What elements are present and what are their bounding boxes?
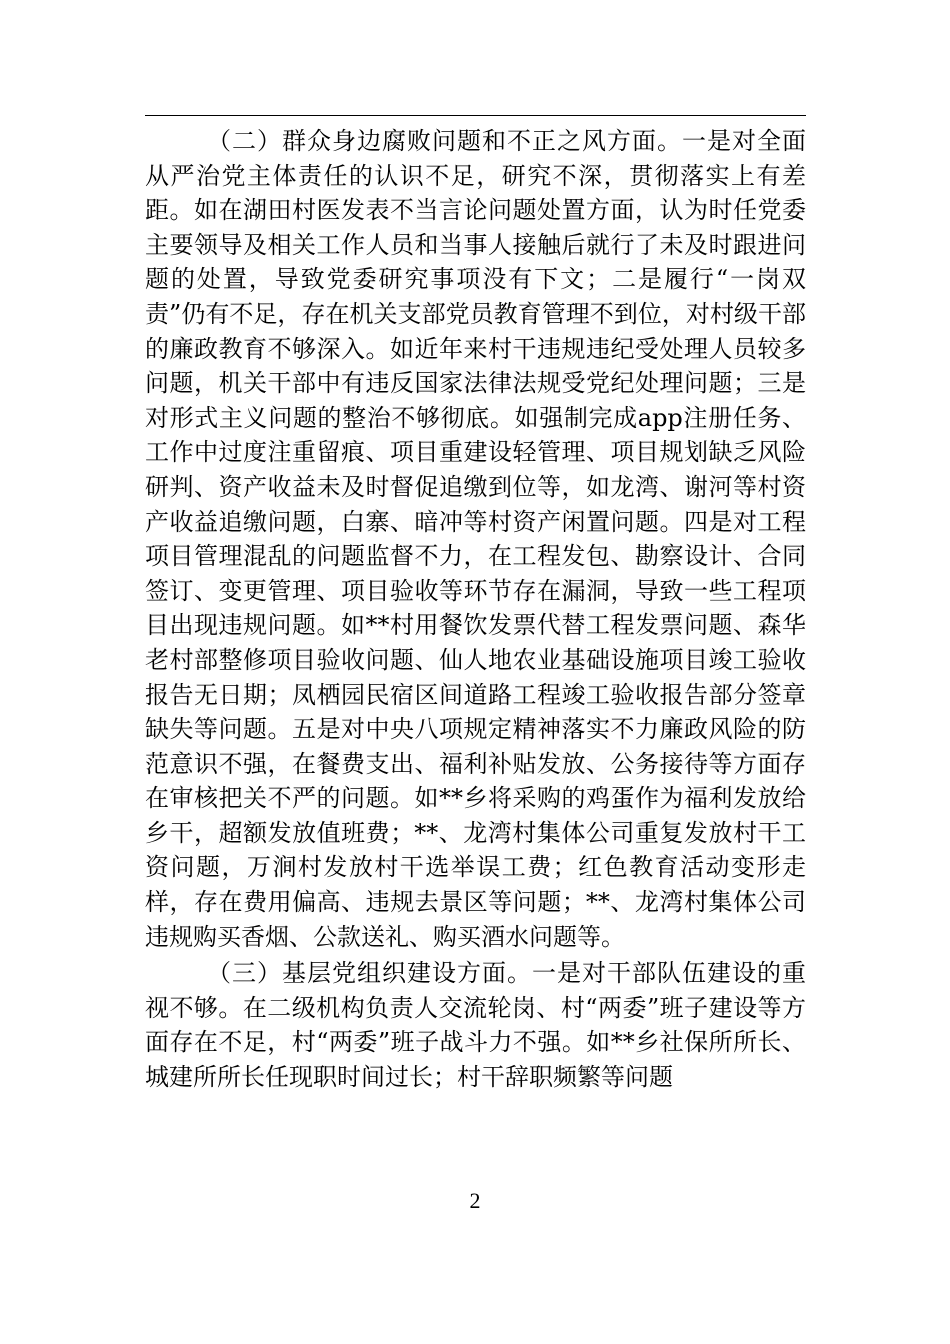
page-number: 2 (469, 1188, 481, 1213)
header-rule (145, 115, 806, 116)
document-body (145, 124, 806, 1097)
paragraph-section-three: （三）基层党组织建设方面。一是对干部队伍建设的重视不够。在二级机构负责人交流轮岗、村“两委”班子建设等方面存在不足，村“两委”班子战斗力不强。如**乡社保所所长、城建所所长任现职时间过长；村干辞职频繁等问题 (145, 959, 806, 1092)
paragraph-section-two: （二）群众身边腐败问题和不正之风方面。一是对全面从严治党主体责任的认识不足，研究不深，贯彻落实上有差距。如在湖田村医发表不当言论问题处置方面，认为时任党委主要领导及相关工作人员和当事人接触后就行了未及时跟进问题的处置，导致党委研究事项没有下文；二是履行“一岗双责”仍有不足，存在机关支部党员教育管理不到位，对村级干部的廉政教育不够深入。如近年来村干违规违纪受处理人员较多问题，机关干部中有违反国家法律法规受党纪处理问题；三是对形式主义问题的整治不够彻底。如强制完成app注册任务、工作中过度注重留痕、项目重建设轻管理、项目规划缺乏风险研判、资产收益未及时督促追缴到位等，如龙湾、谢河等村资产收益追缴问题，白寨、暗冲等村资产闲置问题。四是对工程项目管理混乱的问题监督不力，在工程发包、勘察设计、合同签订、变更管理、项目验收等环节存在漏洞，导致一些工程项目出现违规问题。如**村用餐饮发票代替工程发票问题、森华老村部整修项目验收问题、仙人地农业基础设施项目竣工验收报告无日期；凤栖园民宿区间道路工程竣工验收报告部分签章缺失等问题。五是对中央八项规定精神落实不力廉政风险的防范意识不强，在餐费支出、福利补贴发放、公务接待等方面存在审核把关不严的问题。如**乡将采购的鸡蛋作为福利发放给乡干，超额发放值班费；**、龙湾村集体公司重复发放村干工资问题，万涧村发放村干选举误工费；红色教育活动变形走样，存在费用偏高、违规去景区等问题；**、龙湾村集体公司违规购买香烟、公款送礼、购买酒水问题等。 (145, 127, 806, 951)
